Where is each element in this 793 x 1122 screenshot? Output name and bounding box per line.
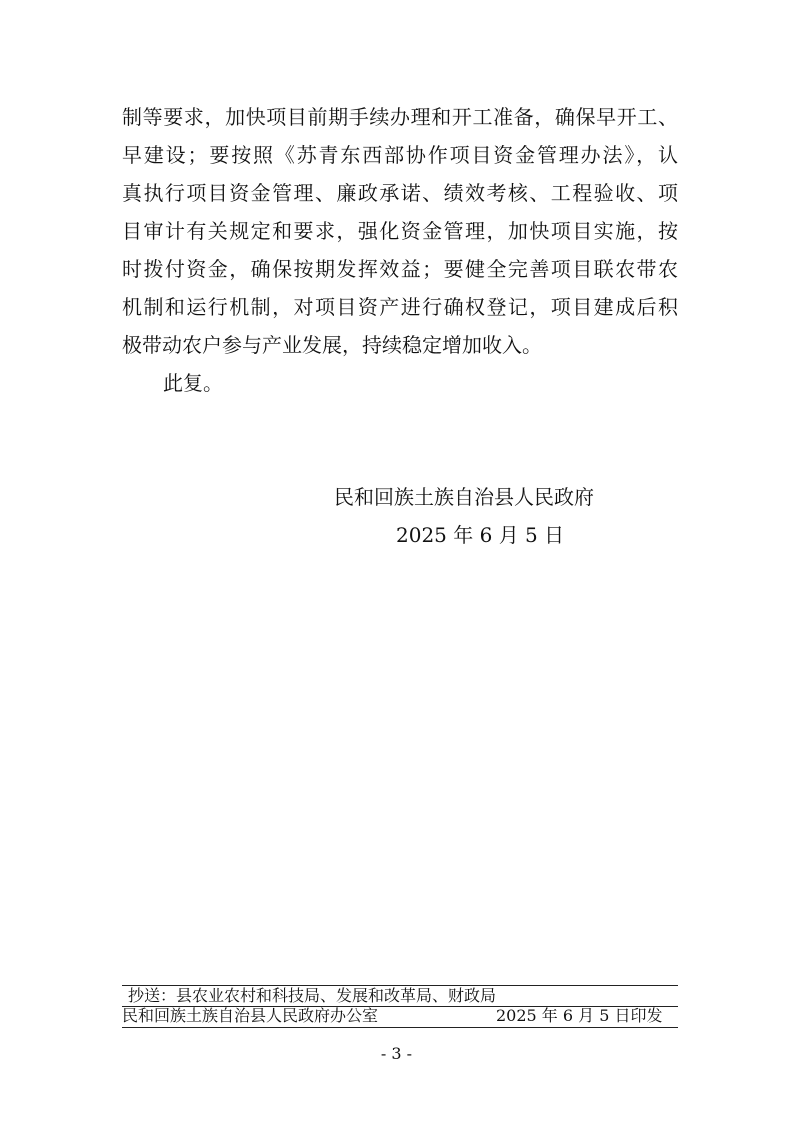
issuing-office: 民和回族土族自治县人民政府办公室 xyxy=(122,1006,379,1025)
body-line: 极带动农户参与产业发展，持续稳定增加收入。 xyxy=(122,333,542,357)
closing-remark: 此复。 xyxy=(163,371,223,395)
issue-date: 2025 年 6 月 5 日印发 xyxy=(496,1006,663,1025)
cc-recipients: 抄送：县农业农村和科技局、发展和改革局、财政局 xyxy=(128,986,497,1005)
signature-date: 2025 年 6 月 5 日 xyxy=(396,523,565,547)
body-line: 真执行项目资金管理、廉政承诺、绩效考核、工程验收、项 xyxy=(122,181,678,205)
page-number: - 3 - xyxy=(380,1044,413,1063)
body-line: 早建设；要按照《苏青东西部协作项目资金管理办法》，认 xyxy=(122,143,678,167)
signature-organization: 民和回族土族自治县人民政府 xyxy=(334,485,594,509)
body-line: 制等要求，加快项目前期手续办理和开工准备，确保早开工、 xyxy=(122,105,678,129)
footer-bottom-rule xyxy=(122,1027,678,1028)
body-line: 机制和运行机制，对项目资产进行确权登记，项目建成后积 xyxy=(122,295,678,319)
body-line: 目审计有关规定和要求，强化资金管理，加快项目实施，按 xyxy=(122,219,678,243)
body-line: 时拨付资金，确保按期发挥效益；要健全完善项目联农带农 xyxy=(122,257,678,281)
